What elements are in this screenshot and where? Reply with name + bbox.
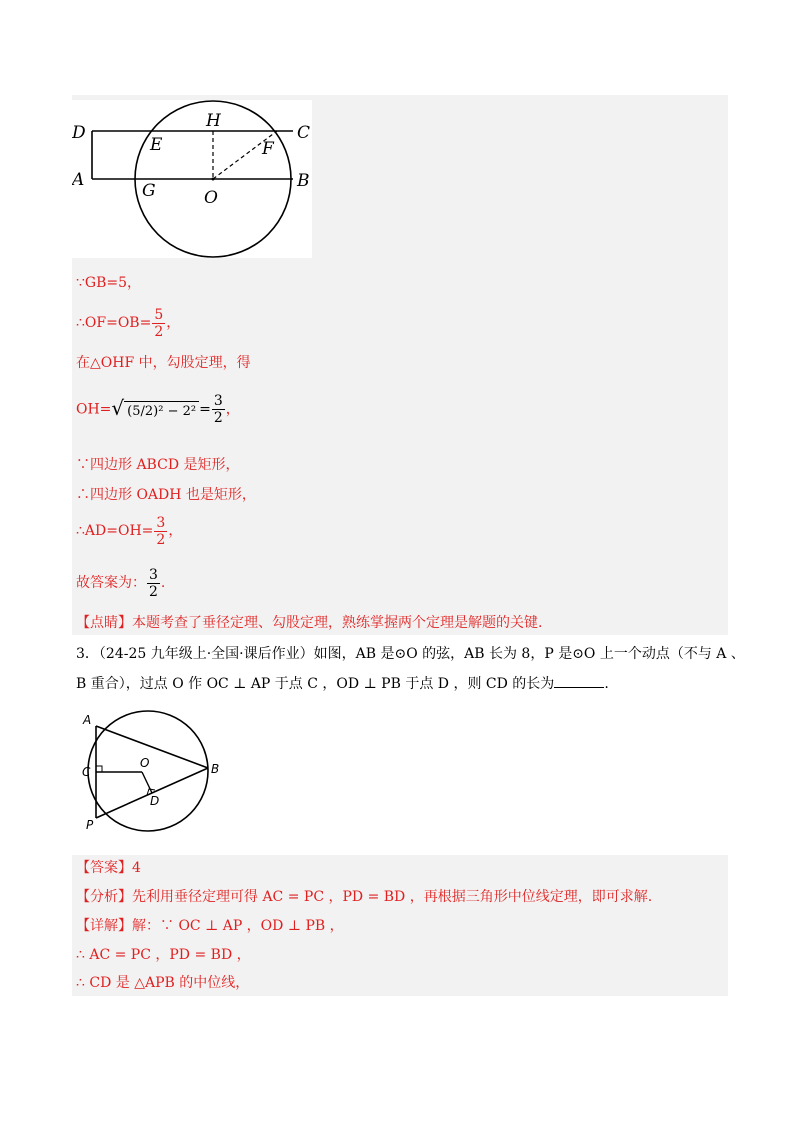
fig1-label-h: H (206, 111, 221, 131)
fig2-label-b: B (211, 762, 220, 776)
solution-line-5: ∵四边形 ABCD 是矩形， (76, 457, 240, 473)
fig1-label-o: O (204, 188, 218, 208)
solution-line-8: 故答案为： $\frac{3}{2}$ . (76, 566, 166, 600)
fig1-label-d: D (72, 123, 86, 143)
fig2-label-d: D (150, 794, 160, 808)
answer-blank (554, 673, 604, 688)
solution-line-6: ∴四边形 OADH 也是矩形， (76, 487, 256, 503)
solution-line-1: ∵GB=5， (76, 275, 142, 291)
solution-line-4: OH=√ (5/2)² − 2² = $\frac{3}{2}$ ， (76, 385, 240, 434)
question-3-line-2: B 重合），过点 O 作 OC ⊥ AP 于点 C ，OD ⊥ PB 于点 D ，则 CD 的长为 . (76, 673, 609, 694)
figure-circle-triangle (76, 706, 236, 836)
fig2-label-o: O (140, 756, 150, 770)
fig2-label-p: P (86, 818, 94, 832)
fig2-label-a: A (83, 713, 92, 727)
fraction-3-over-2: $\frac{3}{2}$ (156, 514, 166, 548)
fraction-3-over-2: $\frac{3}{2}$ (149, 566, 158, 600)
solution-line-7: ∴AD=OH= $\frac{3}{2}$ ， (76, 514, 183, 548)
fig1-label-e: E (150, 135, 163, 155)
detail-line: 【详解】解：∵ OC ⊥ AP ，OD ⊥ PB ， (76, 918, 344, 934)
detail-line-2: ∴ AC = PC ，PD = BD ， (76, 947, 251, 963)
answer-line: 【答案】4 (76, 860, 141, 876)
fig1-label-g: G (142, 181, 156, 201)
fig2-label-c: C (82, 765, 91, 779)
figure-circle-rectangle (72, 100, 312, 258)
fig1-label-a: A (72, 170, 85, 190)
fig1-label-f: F (262, 139, 274, 159)
analysis-line: 【分析】先利用垂径定理可得 AC = PC ，PD = BD ，再根据三角形中位线定理，即可求解. (76, 889, 653, 905)
fraction-3-over-2: $\frac{3}{2}$ (213, 393, 223, 426)
solution-line-2: ∴OF=OB= $\frac{5}{2}$ ， (76, 306, 181, 340)
fig1-label-c: C (297, 123, 311, 143)
question-3-line-1: 3．（24-25 九年级上·全国·课后作业）如图，AB 是⊙O 的弦，AB 长为 8，P 是⊙O 上一个动点（不与 A 、 (76, 646, 745, 662)
detail-line-3: ∴ CD 是 △APB 的中位线， (76, 975, 250, 991)
comment-line: 【点睛】本题考查了垂径定理、勾股定理，熟练掌握两个定理是解题的关键. (76, 615, 543, 631)
solution-line-3: 在△OHF 中，勾股定理，得 (76, 355, 251, 371)
fig1-label-b: B (297, 171, 310, 191)
square-root-expression: √ (5/2)² − 2² (111, 385, 199, 434)
fraction-5-over-2: $\frac{5}{2}$ (154, 306, 164, 340)
